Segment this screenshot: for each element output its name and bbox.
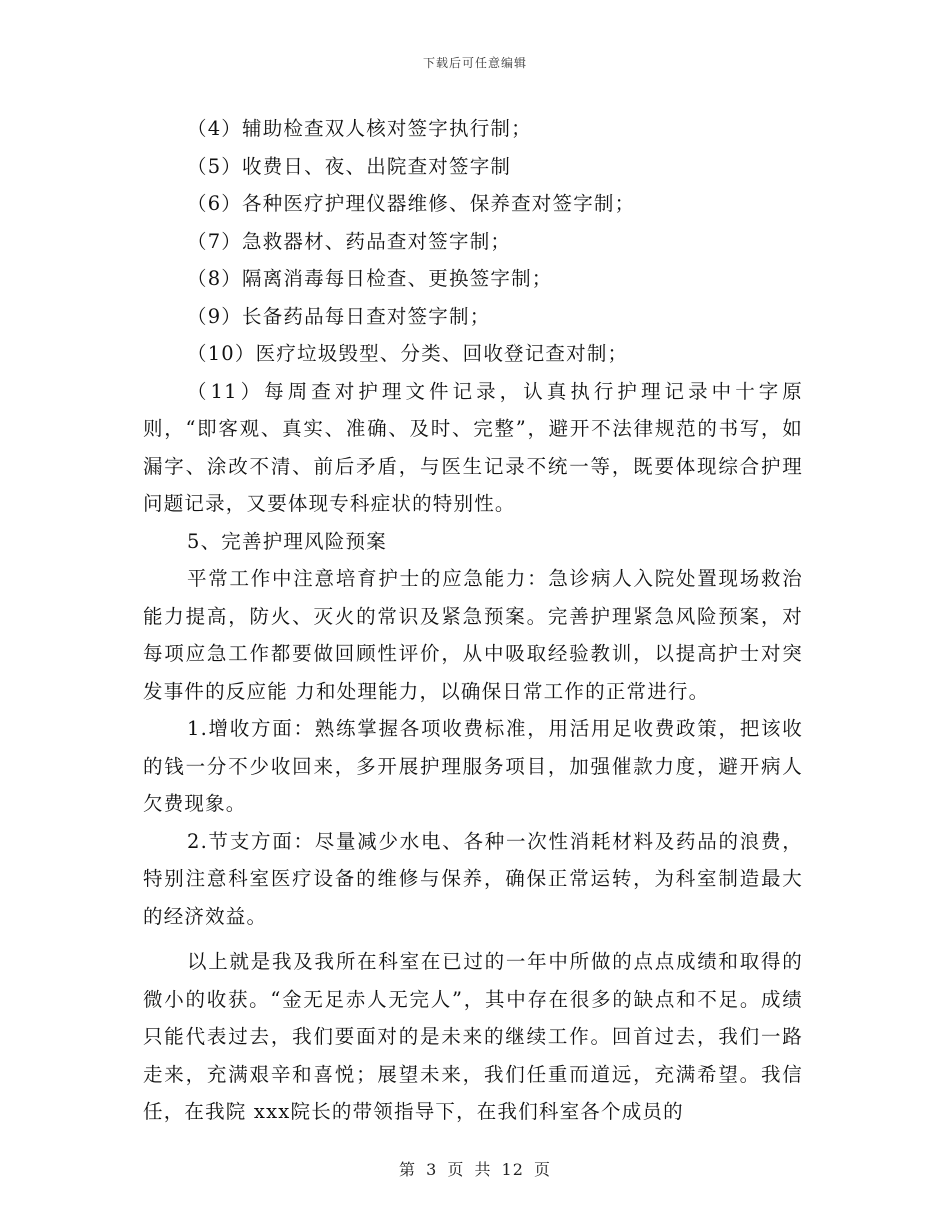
paragraph-item-11: （11）每周查对护理文件记录，认真执行护理记录中十字原则，“即客观、真实、准确、及时、完整”，避开不法律规范的书写，如漏字、涂改不清、前后矛盾，与医生记录不统一等，既要体现综合护理问题记录，又要体现专科症状的特别性。 (143, 379, 803, 515)
page-number: 第 3 页 共 12 页 (399, 1160, 551, 1179)
document-body (143, 110, 803, 1131)
paragraph-item-9: （9）长备药品每日查对签字制； (187, 304, 491, 328)
paragraph-item-4: （4）辅助检查双人核对签字执行制； (187, 117, 532, 140)
paragraph-revenue: 1.增收方面：熟练掌握各项收费标准，用活用足收费政策，把该收的钱一分不少收回来，多开展护理服务项目，加强催款力度，避开病人欠费现象。 (143, 717, 803, 815)
paragraph-emergency-ability: 平常工作中注意培育护士的应急能力：急诊病人入院处置现场救治能力提高，防火、灭火的常识及紧急预案。完善护理紧急风险预案，对每项应急工作都要做回顾性评价，从中吸取经验教训，以提高护士对突发事件的反应能 力和处理能力，以确保日常工作的正常进行。 (143, 567, 803, 703)
paragraph-item-6: （6）各种医疗护理仪器维修、保养查对签字制； (187, 192, 636, 215)
paragraph-summary: 以上就是我及我所在科室在已过的一年中所做的点点成绩和取得的微小的收获。“金无足赤人无完人”，其中存在很多的缺点和不足。成绩只能代表过去，我们要面对的是未来的继续工作。回首过去，我们一路走来，充满艰辛和喜悦；展望未来，我们任重而道远，充满希望。我信任，在我院 xxx院长的带领指导下，在我们科室各个成员的 (143, 950, 803, 1123)
paragraph-gap (143, 935, 803, 943)
paragraph-item-5: （5）收费日、夜、出院查对签字制 (187, 154, 512, 178)
paragraph-item-10: （10）医疗垃圾毁型、分类、回收登记查对制； (187, 342, 629, 365)
header-note: 下载后可任意编辑 (422, 56, 527, 70)
section-heading-risk-plan: 5、完善护理风险预案 (187, 529, 387, 553)
paragraph-cost-saving: 2.节支方面：尽量减少水电、各种一次性消耗材料及药品的浪费，特别注意科室医疗设备的维修与保养，确保正常运转，为科室制造最大的经济效益。 (143, 829, 803, 928)
paragraph-item-7: （7）急救器材、药品查对签字制； (187, 229, 512, 253)
paragraph-item-8: （8）隔离消毒每日检查、更换签字制； (187, 267, 553, 290)
